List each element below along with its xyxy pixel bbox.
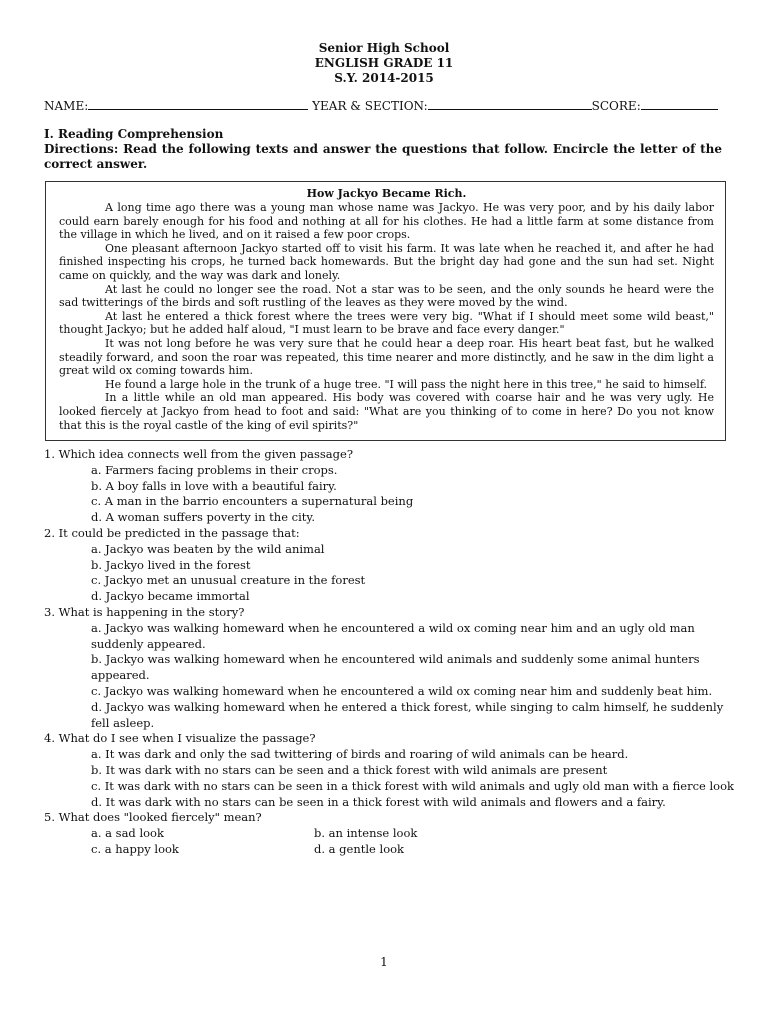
student-info-row: [44, 98, 718, 113]
option-4c[interactable]: c. It was dark with no stars can be seen in a thick forest with wild animals and ugly old man with a fierce look: [91, 778, 734, 793]
page-number: 1: [380, 955, 388, 969]
question-2: 2. It could be predicted in the passage that:: [44, 525, 300, 540]
option-4d[interactable]: d. It was dark with no stars can be seen in a thick forest with wild animals and flowers and a fairy.: [91, 794, 666, 809]
name-blank[interactable]: [88, 98, 308, 110]
score-label: SCORE:: [591, 99, 641, 113]
option-3a[interactable]: a. Jackyo was walking homeward when he encountered a wild ox coming near him and an ugly old man suddenly appeared.: [91, 620, 695, 651]
year-section-blank[interactable]: [428, 98, 592, 110]
option-3d[interactable]: d. Jackyo was walking homeward when he entered a thick forest, while singing to calm himself, he suddenly fell asleep.: [91, 699, 724, 730]
option-4b[interactable]: b. It was dark with no stars can be seen and a thick forest with wild animals are present: [91, 762, 608, 777]
option-3b[interactable]: b. Jackyo was walking homeward when he encountered wild animals and suddenly some animal hunters appeared.: [91, 652, 700, 683]
question-4: 4. What do I see when I visualize the passage?: [44, 731, 316, 746]
passage-paragraph: It was not long before he was very sure that he could hear a deep roar. His heart beat fast, but he walked steadily forward, and soon the roar was repeated, this time nearer and more distinctly, and he saw in the dim light a great wild ox coming towards him.: [59, 336, 714, 378]
section-title: I. Reading Comprehension: [44, 127, 224, 141]
grade-heading: ENGLISH GRADE 11: [314, 56, 454, 70]
passage-paragraph: A long time ago there was a young man whose name was Jackyo. He was very poor, and by his daily labor could earn barely enough for his food and nothing at all for his clothes. He had a little farm at some distance from the village in which he lived, and on it raised a few poor crops.: [59, 201, 714, 242]
option-5a[interactable]: a. a sad look: [91, 826, 164, 841]
question-3: 3. What is happening in the story?: [44, 604, 245, 619]
passage-title: How Jackyo Became Rich.: [306, 187, 467, 200]
option-1d[interactable]: d. A woman suffers poverty in the city.: [91, 510, 316, 525]
passage-paragraph: At last he could no longer see the road. Not a star was to be seen, and the only sounds he heard were the sad twitterings of the birds and soft rustling of the leaves as they were moved by the wind.: [59, 282, 714, 310]
score-blank[interactable]: [641, 98, 718, 110]
option-1b[interactable]: b. A boy falls in love with a beautiful fairy.: [91, 478, 337, 493]
option-1c[interactable]: c. A man in the barrio encounters a supernatural being: [91, 494, 414, 509]
passage-paragraph: One pleasant afternoon Jackyo started off to visit his farm. It was late when he reached it, and after he had finished inspecting his crops, he turned back homewards. But the bright day had gone and the sun had set. Night came on quickly, and the way was dark and lonely.: [59, 241, 714, 282]
option-5b[interactable]: b. an intense look: [314, 826, 418, 841]
school-year-heading: S.Y. 2014-2015: [334, 71, 434, 85]
passage-paragraph: In a little while an old man appeared. His body was covered with coarse hair and he was very ugly. He looked fiercely at Jackyo from head to foot and said: "What are you thinking of to come in here? Do you not know that this is the royal castle of the king of evil spirits?": [59, 391, 714, 432]
option-3c[interactable]: c. Jackyo was walking homeward when he encountered a wild ox coming near him and suddenly beat him.: [91, 683, 713, 698]
question-5: 5. What does "looked fiercely" mean?: [44, 810, 262, 825]
options-row-2: [44, 842, 734, 858]
question-1: 1. Which idea connects well from the given passage?: [44, 447, 353, 461]
name-label: NAME:: [44, 99, 89, 113]
year-section-label: YEAR & SECTION:: [312, 99, 428, 113]
option-1a[interactable]: a. Farmers facing problems in their crops.: [91, 462, 338, 477]
option-2d[interactable]: d. Jackyo became immortal: [91, 589, 250, 604]
directions: Directions: Read the following texts and answer the questions that follow. Encircle the letter of the correct answer.: [44, 142, 722, 171]
option-4a[interactable]: a. It was dark and only the sad twittering of birds and roaring of wild animals can be heard.: [91, 747, 629, 762]
questions-list: [44, 447, 734, 858]
option-5d[interactable]: d. a gentle look: [314, 841, 405, 856]
options-row-1: [44, 826, 734, 842]
option-2c[interactable]: c. Jackyo met an unusual creature in the forest: [91, 573, 366, 588]
option-2a[interactable]: a. Jackyo was beaten by the wild animal: [91, 541, 325, 556]
passage-box: [45, 181, 726, 441]
passage-paragraph: At last he entered a thick forest where the trees were very big. "What if I should meet some wild beast," thought Jackyo; but he added half aloud, "I must learn to be brave and face every danger.": [59, 309, 714, 337]
school-heading: Senior High School: [318, 41, 450, 55]
passage-paragraph: He found a large hole in the trunk of a huge tree. "I will pass the night here in this tree," he said to himself.: [105, 377, 707, 391]
option-2b[interactable]: b. Jackyo lived in the forest: [91, 557, 251, 572]
option-5c[interactable]: c. a happy look: [91, 841, 179, 856]
